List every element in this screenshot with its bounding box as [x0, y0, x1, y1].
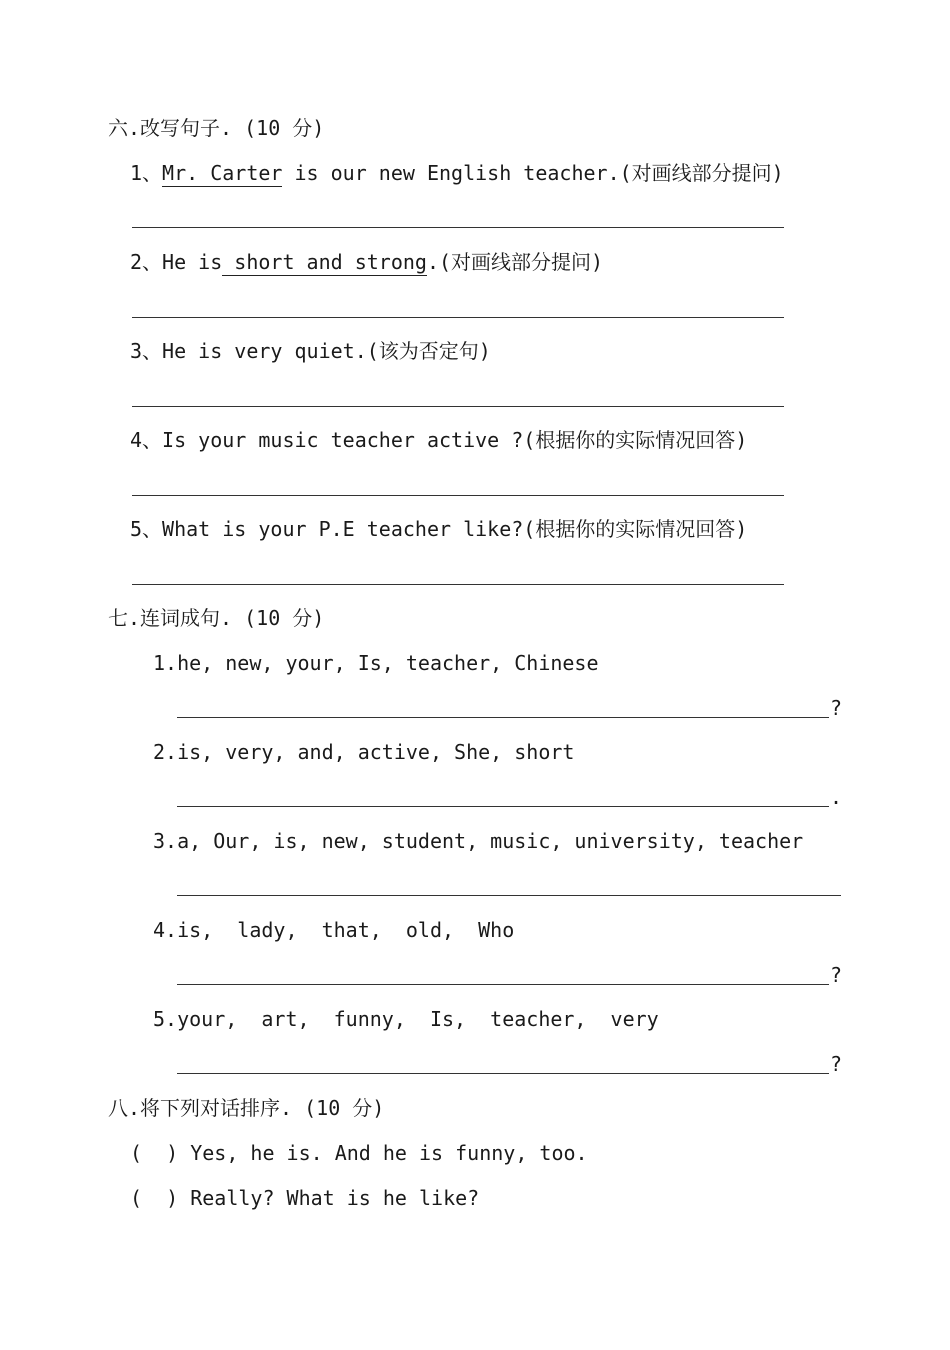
end-punctuation: .: [830, 785, 843, 809]
section-6-title: 六.改写句子. (10 分): [108, 116, 325, 140]
answer-line[interactable]: [132, 406, 784, 407]
section-7-title: 七.连词成句. (10 分): [108, 606, 325, 630]
dialogue-line-2: [130, 1186, 479, 1210]
word-order-item-3: 3.a, Our, is, new, student, music, university, teacher: [153, 829, 804, 853]
item-text: .(对画线部分提问): [426, 250, 604, 274]
item-number: 2、: [130, 250, 163, 274]
word-order-item-1: 1.he, new, your, Is, teacher, Chinese: [153, 651, 599, 675]
item-text: is our new English teacher.(对画线部分提问): [282, 161, 784, 185]
answer-line[interactable]: [132, 584, 784, 585]
rewrite-item-3: 3、He is very quiet.(该为否定句): [130, 339, 491, 363]
word-order-item-4: 4.is, lady, that, old, Who: [153, 918, 515, 942]
end-punctuation: ?: [830, 963, 843, 987]
underlined-phrase: short and strong: [222, 250, 427, 274]
answer-line[interactable]: [177, 1073, 829, 1074]
end-punctuation: ?: [830, 1052, 843, 1076]
item-number: 1、: [130, 161, 163, 185]
answer-line[interactable]: [132, 495, 784, 496]
order-blank[interactable]: ( ): [130, 1141, 179, 1165]
word-order-item-2: 2.is, very, and, active, She, short: [153, 740, 575, 764]
end-punctuation: ?: [830, 696, 843, 720]
answer-line[interactable]: [132, 317, 784, 318]
answer-line[interactable]: [177, 806, 829, 807]
item-text-pre: He is: [162, 250, 223, 274]
rewrite-item-4: 4、Is your music teacher active ?(根据你的实际情况回答): [130, 428, 748, 452]
dialogue-line-1: [130, 1141, 588, 1165]
answer-line[interactable]: [177, 895, 841, 896]
rewrite-item-5: 5、What is your P.E teacher like?(根据你的实际情况回答): [130, 517, 748, 541]
dialogue-text: Yes, he is. And he is funny, too.: [178, 1141, 588, 1165]
word-order-item-5: 5.your, art, funny, Is, teacher, very: [153, 1007, 659, 1031]
rewrite-item-2: [130, 250, 603, 274]
section-8-title: 八.将下列对话排序. (10 分): [108, 1096, 385, 1120]
rewrite-item-1: [130, 161, 784, 185]
answer-line[interactable]: [177, 984, 829, 985]
underlined-phrase: Mr. Carter: [162, 161, 283, 185]
answer-line[interactable]: [132, 227, 784, 228]
order-blank[interactable]: ( ): [130, 1186, 179, 1210]
dialogue-text: Really? What is he like?: [178, 1186, 480, 1210]
answer-line[interactable]: [177, 717, 829, 718]
